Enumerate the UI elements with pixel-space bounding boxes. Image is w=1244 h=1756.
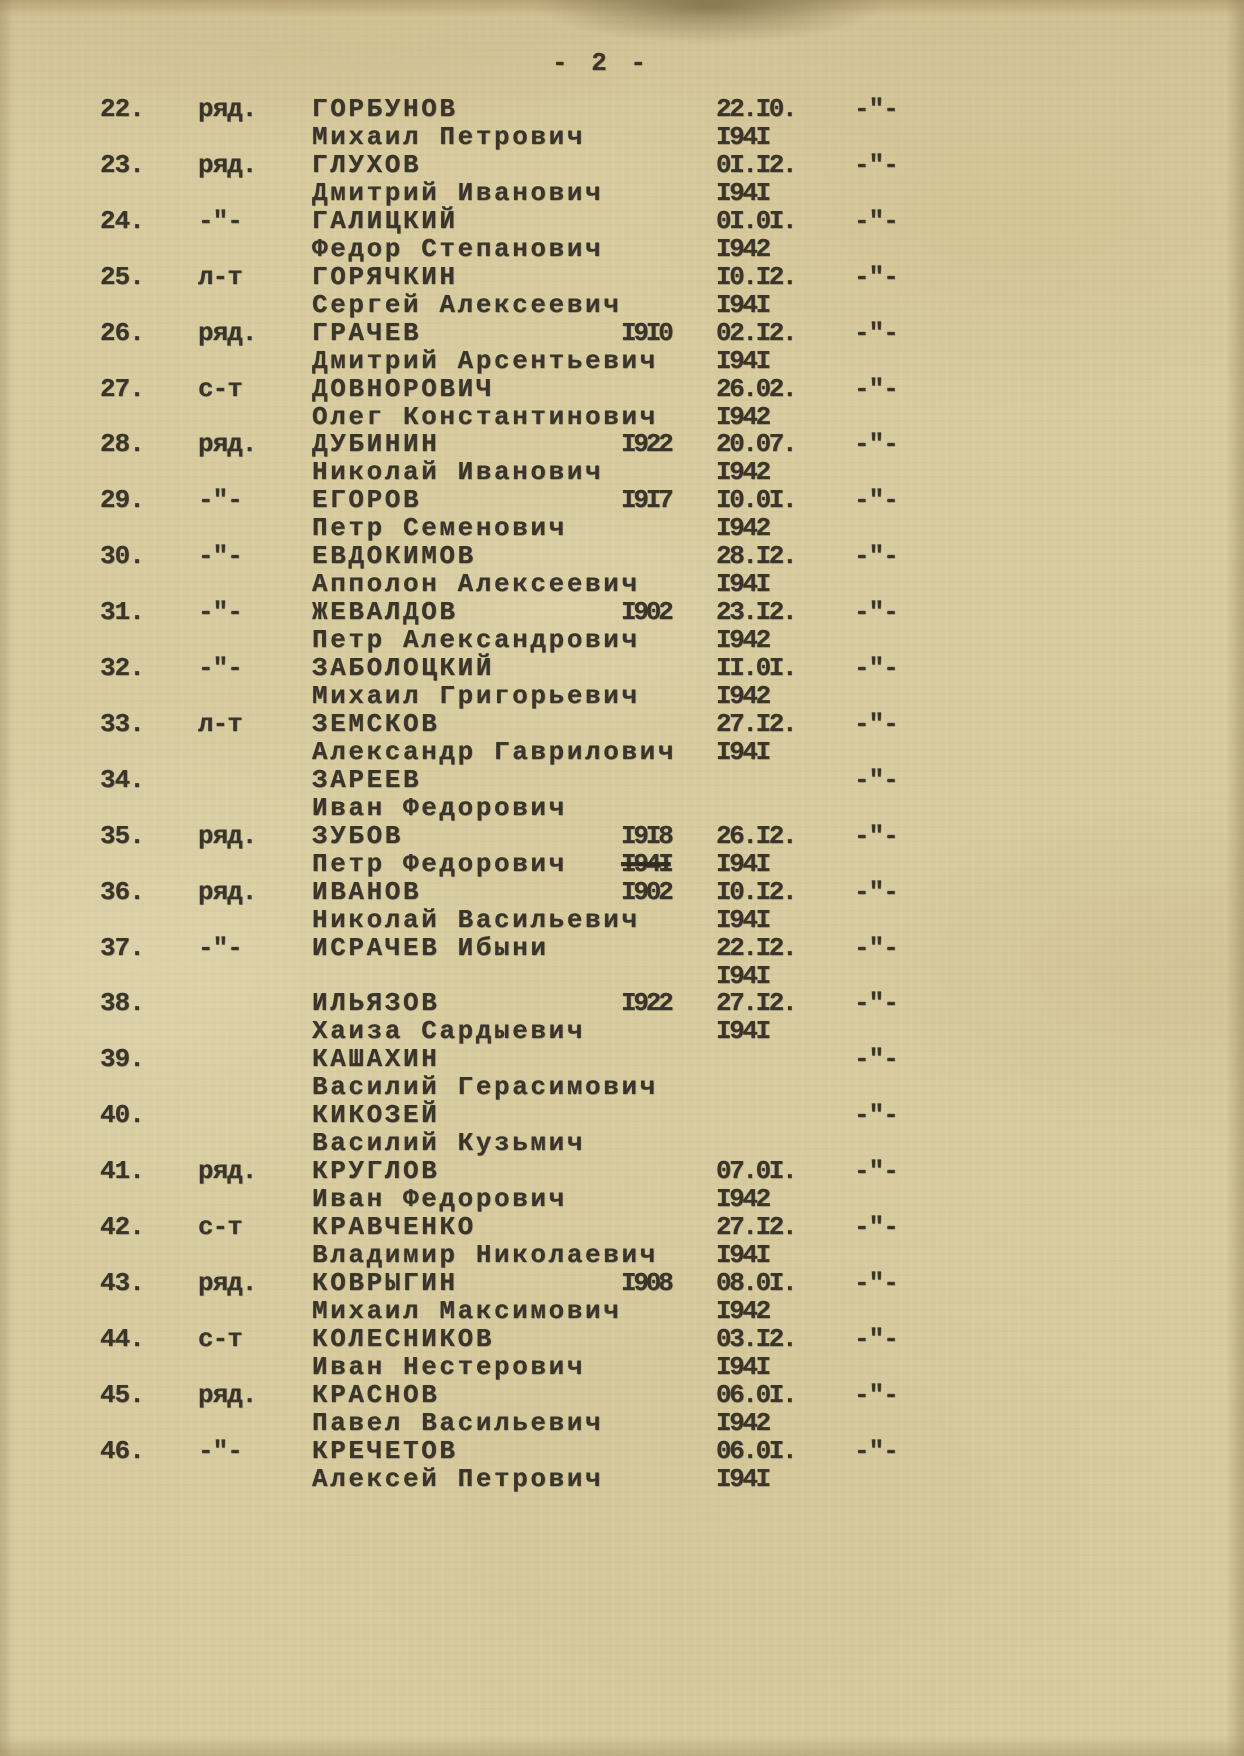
table-row — [0, 1437, 1244, 1495]
ditto-mark: -"- — [854, 653, 898, 683]
surname: ГАЛИЦКИЙ — [312, 206, 458, 236]
surname: КОВРЫГИН — [312, 1268, 458, 1298]
ditto-mark: -"- — [854, 94, 898, 124]
name-cell — [312, 878, 640, 934]
rank: ряд. — [198, 1380, 257, 1410]
row-number: 38. — [100, 988, 144, 1018]
death-date — [716, 151, 795, 207]
name-cell — [312, 1157, 567, 1213]
ditto-mark: -"- — [854, 988, 898, 1018]
birth-year — [621, 598, 671, 626]
ditto-mark: -"- — [854, 262, 898, 292]
surname: КРАСНОВ — [312, 1380, 440, 1410]
row-number: 41. — [100, 1156, 144, 1186]
birth-year — [621, 430, 671, 458]
death-day-month: 08.0I. — [716, 1268, 796, 1298]
ditto-mark: -"- — [854, 318, 898, 348]
birth-year — [621, 486, 671, 514]
ditto-mark: -"- — [854, 1212, 898, 1242]
row-number: 27. — [100, 374, 144, 404]
death-year: I94I — [716, 346, 769, 376]
death-day-month: 03.I2. — [716, 1324, 796, 1354]
surname: ГОРБУНОВ — [312, 94, 458, 124]
table-row — [0, 598, 1244, 656]
death-year: I942 — [716, 457, 769, 487]
rank: -"- — [198, 933, 242, 963]
table-row — [0, 1157, 1244, 1215]
death-date — [716, 1269, 795, 1325]
row-number: 26. — [100, 318, 144, 348]
table-row — [0, 151, 1244, 209]
name-cell — [312, 207, 603, 263]
death-year: I94I — [716, 961, 769, 991]
death-date — [716, 319, 795, 375]
death-date — [716, 710, 795, 766]
struck-out-year: I94I — [621, 849, 671, 879]
given-names: Василий Кузьмич — [312, 1128, 586, 1158]
birth-year-value: I908 — [621, 1268, 671, 1298]
given-names: Петр Федорович — [312, 849, 567, 879]
table-row — [0, 1045, 1244, 1103]
ditto-mark: -"- — [854, 1044, 898, 1074]
birth-year-value: I902 — [621, 597, 671, 627]
table-row — [0, 934, 1244, 992]
death-date — [716, 263, 795, 319]
death-date — [716, 822, 795, 878]
death-date — [716, 1325, 795, 1381]
surname: ЗАБОЛОЦКИЙ — [312, 653, 495, 683]
given-names: Хаиза Сардыевич — [312, 1016, 586, 1046]
death-date — [716, 375, 795, 431]
name-cell — [312, 1437, 603, 1493]
surname: ЕГОРОВ — [312, 485, 422, 515]
rank: -"- — [198, 206, 242, 236]
given-names: Петр Александрович — [312, 625, 640, 655]
surname: ЗЕМСКОВ — [312, 709, 440, 739]
surname: КАШАХИН — [312, 1044, 440, 1074]
death-year: I94I — [716, 1352, 769, 1382]
row-number: 37. — [100, 933, 144, 963]
name-cell — [312, 710, 676, 766]
death-year: I94I — [716, 1016, 769, 1046]
death-year: I942 — [716, 1408, 769, 1438]
death-year: I94I — [716, 1464, 769, 1494]
surname: ГОРЯЧКИН — [312, 262, 458, 292]
name-cell — [312, 95, 585, 151]
ditto-mark: -"- — [854, 150, 898, 180]
rank: -"- — [198, 485, 242, 515]
name-cell — [312, 598, 640, 654]
death-day-month: 27.I2. — [716, 1212, 796, 1242]
row-number: 25. — [100, 262, 144, 292]
table-row — [0, 95, 1244, 153]
death-date — [716, 989, 795, 1045]
death-date — [716, 1213, 795, 1269]
ditto-mark: -"- — [854, 933, 898, 963]
rank: с-т — [198, 374, 242, 404]
death-date — [716, 542, 795, 598]
name-cell — [312, 654, 640, 710]
death-year: I942 — [716, 1184, 769, 1214]
given-names: Владимир Николаевич — [312, 1240, 658, 1270]
death-day-month: 27.I2. — [716, 988, 796, 1018]
death-day-month: 20.07. — [716, 429, 796, 459]
ditto-mark: -"- — [854, 1100, 898, 1130]
birth-year — [621, 989, 671, 1017]
given-names: Олег Константинович — [312, 402, 658, 432]
birth-year-value: I922 — [621, 988, 671, 1018]
given-names: Дмитрий Иванович — [312, 178, 604, 208]
row-number: 29. — [100, 485, 144, 515]
death-date — [716, 1157, 795, 1213]
death-year: I94I — [716, 122, 769, 152]
row-number: 24. — [100, 206, 144, 236]
death-day-month: I0.0I. — [716, 485, 796, 515]
given-names: Федор Степанович — [312, 234, 604, 264]
name-cell — [312, 1213, 658, 1269]
ditto-mark: -"- — [854, 877, 898, 907]
death-date — [716, 1381, 795, 1437]
ditto-mark: -"- — [854, 1268, 898, 1298]
rank: ряд. — [198, 318, 257, 348]
name-cell — [312, 1045, 658, 1101]
ditto-mark: -"- — [854, 374, 898, 404]
table-row — [0, 1325, 1244, 1383]
surname: ДОВНОРОВИЧ — [312, 374, 495, 404]
death-year: I94I — [716, 905, 769, 935]
death-day-month: I0.I2. — [716, 262, 796, 292]
row-number: 45. — [100, 1380, 144, 1410]
birth-year — [621, 1269, 671, 1297]
given-names: Михаил Петрович — [312, 122, 586, 152]
surname: ИВАНОВ — [312, 877, 422, 907]
rank: -"- — [198, 653, 242, 683]
death-date — [716, 598, 795, 654]
death-year: I942 — [716, 402, 769, 432]
given-names: Василий Герасимович — [312, 1072, 658, 1102]
table-row — [0, 263, 1244, 321]
table-row — [0, 878, 1244, 936]
death-day-month: 06.0I. — [716, 1380, 796, 1410]
name-cell — [312, 1269, 621, 1325]
death-day-month: 07.0I. — [716, 1156, 796, 1186]
row-number: 34. — [100, 765, 144, 795]
given-names: Александр Гаврилович — [312, 737, 677, 767]
row-number: 30. — [100, 541, 144, 571]
name-cell — [312, 934, 549, 962]
death-day-month: 23.I2. — [716, 597, 796, 627]
surname: ЕВДОКИМОВ — [312, 541, 476, 571]
surname: КРУГЛОВ — [312, 1156, 440, 1186]
table-row — [0, 766, 1244, 824]
surname: ГЛУХОВ — [312, 150, 422, 180]
birth-year-value: I9I8 — [621, 821, 671, 851]
row-number: 28. — [100, 429, 144, 459]
row-number: 44. — [100, 1324, 144, 1354]
death-day-month: 0I.0I. — [716, 206, 796, 236]
table-row — [0, 1213, 1244, 1271]
row-number: 39. — [100, 1044, 144, 1074]
row-number: 22. — [100, 94, 144, 124]
rank: -"- — [198, 541, 242, 571]
row-number: 35. — [100, 821, 144, 851]
death-day-month: 0I.I2. — [716, 150, 796, 180]
name-cell — [312, 430, 603, 486]
surname: ИСРАЧЕВ Ибыни — [312, 933, 549, 963]
death-date — [716, 1437, 795, 1493]
rank: с-т — [198, 1212, 242, 1242]
name-cell — [312, 989, 585, 1045]
rank: -"- — [198, 1436, 242, 1466]
death-year: I942 — [716, 234, 769, 264]
birth-year — [621, 822, 671, 878]
ditto-mark: -"- — [854, 709, 898, 739]
row-number: 46. — [100, 1436, 144, 1466]
row-number: 23. — [100, 150, 144, 180]
page-number: - 2 - — [552, 48, 651, 78]
rank: ряд. — [198, 1156, 257, 1186]
table-row — [0, 1269, 1244, 1327]
death-year: I942 — [716, 1296, 769, 1326]
death-year: I94I — [716, 1240, 769, 1270]
table-row — [0, 375, 1244, 433]
rank: ряд. — [198, 150, 257, 180]
given-names: Иван Нестерович — [312, 1352, 586, 1382]
death-day-month: 28.I2. — [716, 541, 796, 571]
death-date — [716, 95, 795, 151]
row-number: 31. — [100, 597, 144, 627]
birth-year — [621, 319, 671, 347]
given-names: Михаил Григорьевич — [312, 681, 640, 711]
given-names: Николай Васильевич — [312, 905, 640, 935]
ditto-mark: -"- — [854, 821, 898, 851]
given-names: Михаил Максимович — [312, 1296, 622, 1326]
rank: ряд. — [198, 94, 257, 124]
death-year: I94I — [716, 178, 769, 208]
death-day-month: 26.I2. — [716, 821, 796, 851]
ditto-mark: -"- — [854, 1436, 898, 1466]
death-year: I942 — [716, 681, 769, 711]
name-cell — [312, 263, 621, 319]
given-names: Иван Федорович — [312, 1184, 567, 1214]
row-number: 36. — [100, 877, 144, 907]
table-row — [0, 1381, 1244, 1439]
table-row — [0, 989, 1244, 1047]
given-names: Иван Федорович — [312, 793, 567, 823]
given-names: Николай Иванович — [312, 457, 604, 487]
birth-year-value: I902 — [621, 877, 671, 907]
death-day-month: 22.I2. — [716, 933, 796, 963]
rank: ряд. — [198, 1268, 257, 1298]
death-day-month: I0.I2. — [716, 877, 796, 907]
death-day-month: 26.02. — [716, 374, 796, 404]
rank: с-т — [198, 1324, 242, 1354]
table-row — [0, 319, 1244, 377]
birth-year-value: I9I7 — [621, 485, 671, 515]
given-names: Дмитрий Арсентьевич — [312, 346, 658, 376]
death-date — [716, 430, 795, 486]
ditto-mark: -"- — [854, 485, 898, 515]
rank: л-т — [198, 262, 242, 292]
death-year: I94I — [716, 737, 769, 767]
death-date — [716, 878, 795, 934]
row-number: 33. — [100, 709, 144, 739]
surname: ГРАЧЕВ — [312, 318, 422, 348]
death-day-month: 27.I2. — [716, 709, 796, 739]
name-cell — [312, 486, 567, 542]
surname: КРАВЧЕНКО — [312, 1212, 476, 1242]
given-names: Сергей Алексеевич — [312, 290, 622, 320]
ditto-mark: -"- — [854, 765, 898, 795]
death-date — [716, 207, 795, 263]
death-day-month: 02.I2. — [716, 318, 796, 348]
surname: КИКОЗЕЙ — [312, 1100, 440, 1130]
death-day-month: 06.0I. — [716, 1436, 796, 1466]
row-number: 40. — [100, 1100, 144, 1130]
table-row — [0, 822, 1244, 880]
death-year: I94I — [716, 849, 769, 879]
surname: КРЕЧЕТОВ — [312, 1436, 458, 1466]
row-number: 32. — [100, 653, 144, 683]
surname: ИЛЬЯЗОВ — [312, 988, 440, 1018]
ditto-mark: -"- — [854, 1324, 898, 1354]
name-cell — [312, 766, 567, 822]
name-cell — [312, 151, 603, 207]
ditto-mark: -"- — [854, 541, 898, 571]
ditto-mark: -"- — [854, 206, 898, 236]
ditto-mark: -"- — [854, 597, 898, 627]
rank: ряд. — [198, 821, 257, 851]
table-row — [0, 430, 1244, 488]
given-names: Петр Семенович — [312, 513, 567, 543]
table-row — [0, 654, 1244, 712]
table-row — [0, 710, 1244, 768]
name-cell — [312, 1325, 585, 1381]
name-cell — [312, 542, 640, 598]
ditto-mark: -"- — [854, 1380, 898, 1410]
ditto-mark: -"- — [854, 429, 898, 459]
birth-year — [621, 878, 671, 906]
ditto-mark: -"- — [854, 1156, 898, 1186]
name-cell — [312, 1381, 603, 1437]
given-names: Апполон Алексеевич — [312, 569, 640, 599]
name-cell — [312, 822, 567, 878]
rank: ряд. — [198, 877, 257, 907]
surname: ЗУБОВ — [312, 821, 404, 851]
death-day-month: 22.I0. — [716, 94, 796, 124]
given-names: Павел Васильевич — [312, 1408, 604, 1438]
table-row — [0, 542, 1244, 600]
name-cell — [312, 1101, 585, 1157]
death-year: I94I — [716, 290, 769, 320]
death-year: I942 — [716, 625, 769, 655]
death-day-month: II.0I. — [716, 653, 796, 683]
row-number: 43. — [100, 1268, 144, 1298]
birth-year-value: I9I0 — [621, 318, 671, 348]
table-row — [0, 207, 1244, 265]
death-date — [716, 934, 795, 990]
surname: ДУБИНИН — [312, 429, 440, 459]
death-year: I94I — [716, 569, 769, 599]
rank: ряд. — [198, 429, 257, 459]
death-date — [716, 486, 795, 542]
name-cell — [312, 319, 658, 375]
name-cell — [312, 375, 658, 431]
surname: ЖЕВАЛДОВ — [312, 597, 458, 627]
rank: -"- — [198, 597, 242, 627]
table-row — [0, 486, 1244, 544]
row-number: 42. — [100, 1212, 144, 1242]
surname: КОЛЕСНИКОВ — [312, 1324, 495, 1354]
given-names: Алексей Петрович — [312, 1464, 604, 1494]
table-row — [0, 1101, 1244, 1159]
rank: л-т — [198, 709, 242, 739]
death-date — [716, 654, 795, 710]
death-year: I942 — [716, 513, 769, 543]
birth-year-value: I922 — [621, 429, 671, 459]
surname: ЗАРЕЕВ — [312, 765, 422, 795]
